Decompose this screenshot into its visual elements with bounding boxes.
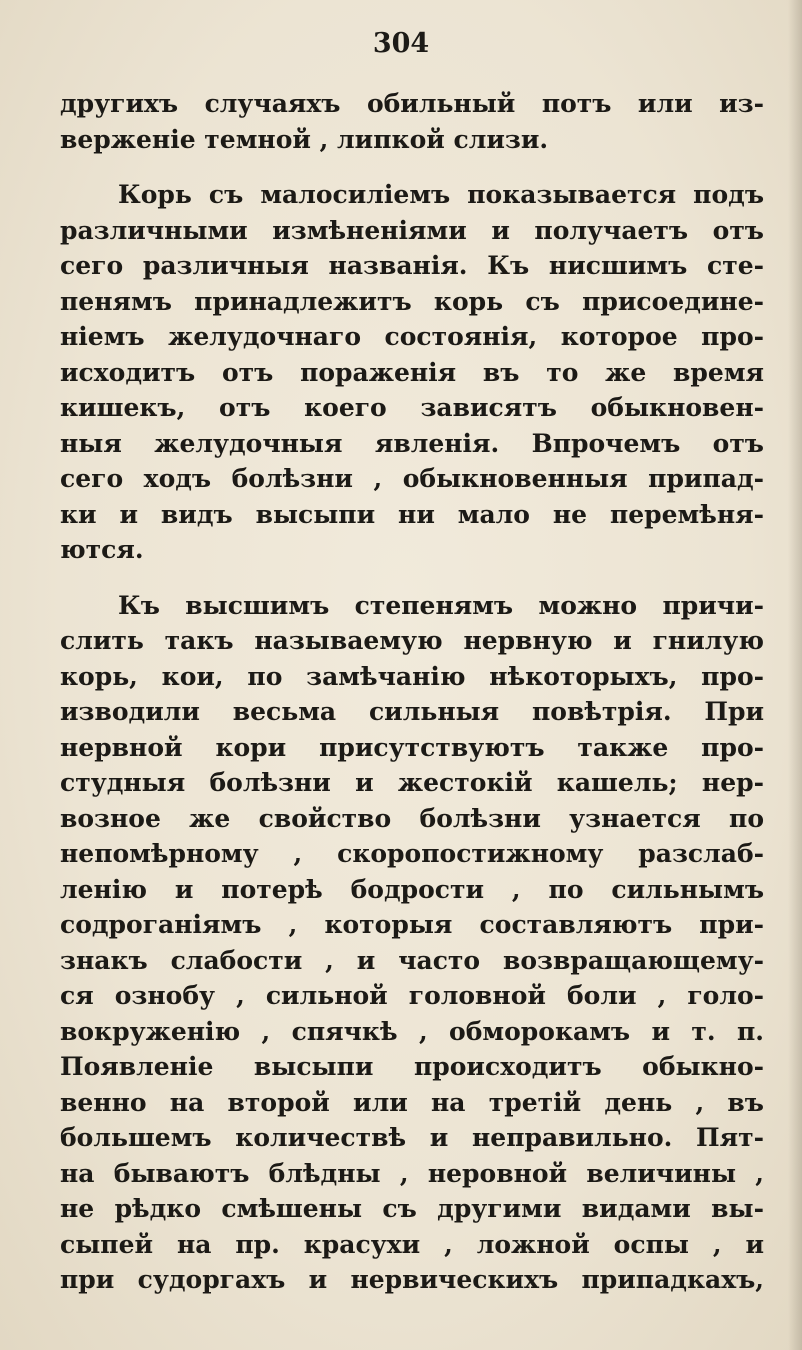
text-line: кишекъ, отъ коего зависятъ обыкновен- [60,393,764,422]
text-line: вокруженію , спячкѣ , обморокамъ и т. п. [60,1016,764,1046]
text-line: корь, кои, по замѣчанію нѣкоторыхъ, про- [60,661,764,691]
paragraph [60,588,764,1298]
paragraph [60,86,764,157]
paragraph [60,177,764,568]
text-line: знакъ слабости , и часто возвращающему- [60,945,764,975]
text-line: Къ высшимъ степенямъ можно причи- [118,590,764,620]
text-line: возное же свойство болѣзни узнается по [60,803,764,833]
text-line: сыпей на пр. красухи , ложной оспы , и [60,1229,764,1259]
text-line: слить такъ называемую нервную и гнилую [60,626,764,655]
text-line: верженіе темной , липкой слизи. [60,124,549,154]
text-line: ки и видъ высыпи ни мало не перемѣня- [60,499,764,529]
text-line: Корь съ малосиліемъ показывается подъ [118,180,764,209]
text-line: содроганіямъ , которыя составляютъ при- [60,910,764,939]
page-edge-shadow [788,0,802,1350]
text-line: студныя болѣзни и жестокій кашель; нер- [60,768,764,797]
paragraph-gap [60,568,764,588]
paragraph-gap [60,157,764,177]
text-line: при судоргахъ и нервическихъ припадкахъ, [60,1265,764,1294]
text-line: на бываютъ блѣдны , неровной величины , [60,1158,764,1188]
text-line: венно на второй или на третій день , въ [60,1087,764,1117]
body-text [60,86,764,1298]
text-line: нервной кори присутствуютъ также про- [60,732,764,762]
text-line: ются. [60,535,144,564]
text-line: сего ходъ болѣзни , обыкновенныя припад- [60,464,764,493]
page-number: 304 [372,28,430,59]
text-line: другихъ случаяхъ обильный потъ или из- [60,89,764,118]
text-line: непомѣрному , скоропостижному разслаб- [60,839,764,868]
text-line: изводили весьма сильныя повѣтрія. При [60,697,764,726]
text-line: не рѣдко смѣшены съ другими видами вы- [60,1194,764,1223]
text-line: исходитъ отъ пораженія въ то же время [60,357,764,387]
text-line: ся ознобу , сильной головной боли , голо- [60,981,764,1010]
text-line: различными измѣненіями и получаетъ отъ [60,215,764,245]
text-line: пенямъ принадлежитъ корь съ присоедине- [60,286,764,316]
text-line: Появленіе высыпи происходитъ обыкно- [60,1052,764,1081]
text-line: ныя желудочныя явленія. Впрочемъ отъ [60,428,764,458]
text-line: ніемъ желудочнаго состоянія, которое про- [60,322,764,351]
text-line: большемъ количествѣ и неправильно. Пят- [60,1123,764,1152]
text-line: ленію и потерѣ бодрости , по сильнымъ [60,874,764,904]
text-line: сего различныя названія. Къ нисшимъ сте- [60,251,764,280]
